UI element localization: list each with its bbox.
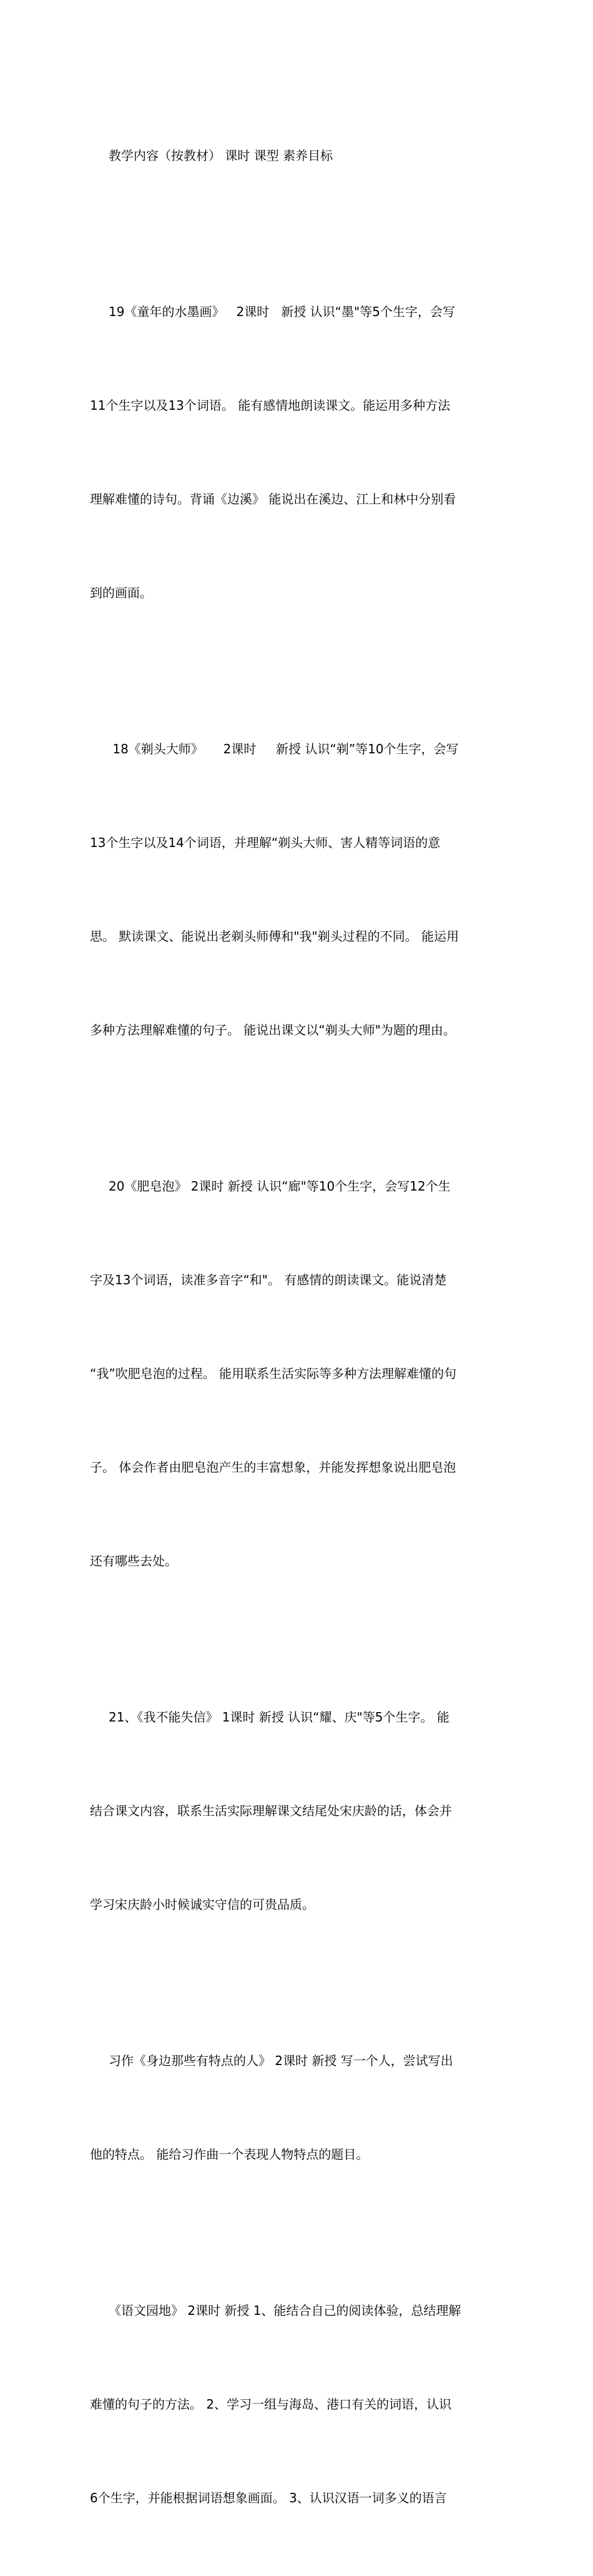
text-line: 难懂的句子的方法。 2、学习一组与海岛、港口有关的词语，认识 [90, 2397, 452, 2412]
lesson-21-paragraph [90, 1639, 506, 1983]
text-line: 思。 默读课文、能说出老剃头师傅和"我"剃头过程的不同。 能运用 [90, 929, 459, 944]
language-garden-paragraph [90, 2232, 506, 2576]
text-line: 结合课文内容，联系生活实际理解课文结尾处宋庆龄的话，体会并 [90, 1803, 452, 1818]
text-line: 到的画面。 [90, 585, 152, 600]
text-line: 《语文园地》 2课时 新授 1、能结合自己的阅读体验，总结理解 [109, 2303, 461, 2318]
text-line: 6个生字，并能根据词语想象画面。 3、认识汉语一词多义的语言 [90, 2490, 447, 2505]
lesson-19-paragraph [90, 234, 506, 671]
text-line: 11个生字以及13个词语。 能有感情地朗读课文。能运用多种方法 [90, 398, 451, 413]
text-line: 他的特点。 能给习作曲一个表现人物特点的题目。 [90, 2147, 369, 2162]
text-line: 21、《我不能失信》 1课时 新授 认识“耀、庆"等5个生字。 能 [109, 1710, 449, 1725]
text-line: 习作《身边那些有特点的人》 2课时 新授 写一个人，尝试写出 [109, 2053, 453, 2068]
text-line: 子。 体会作者由肥皂泡产生的丰富想象，并能发挥想象说出肥皂泡 [90, 1460, 456, 1475]
document-body [90, 77, 506, 2576]
text-line: 学习宋庆龄小时候诚实守信的可贵品质。 [90, 1897, 315, 1912]
text-line: 20《肥皂泡》 2课时 新授 认识“廊"等10个生字，会写12个生 [109, 1179, 451, 1194]
lesson-18-paragraph [90, 671, 506, 1108]
text-line: 13个生字以及14个词语，并理解“剃头大师、害人精等词语的意 [90, 835, 441, 850]
text-line: 还有哪些去处。 [90, 1553, 177, 1568]
writing-paragraph [90, 1983, 506, 2232]
text-line: 19《童年的水墨画》 2课时 新授 认识“墨"等5个生字，会写 [109, 304, 455, 319]
table-header-row [90, 77, 506, 234]
text-line: 字及13个词语，读准多音字“和"。 有感情的朗读课文。能说清楚 [90, 1272, 447, 1287]
lesson-20-paragraph [90, 1108, 506, 1639]
text-line: “我”吹肥皂泡的过程。 能用联系生活实际等多种方法理解难懂的句 [90, 1366, 457, 1381]
text-line: 理解难懂的诗句。背诵《边溪》 能说出在溪边、江上和林中分别看 [90, 492, 456, 507]
text-line: 18《剃头大师》 2课时 新授 认识“剃”等10个生字，会写 [109, 741, 459, 756]
text-line: 教学内容（按教材） 课时 课型 素养目标 [109, 148, 333, 163]
text-line: 多种方法理解难懂的句子。 能说出课文以“剃头大师"为题的理由。 [90, 1023, 456, 1038]
